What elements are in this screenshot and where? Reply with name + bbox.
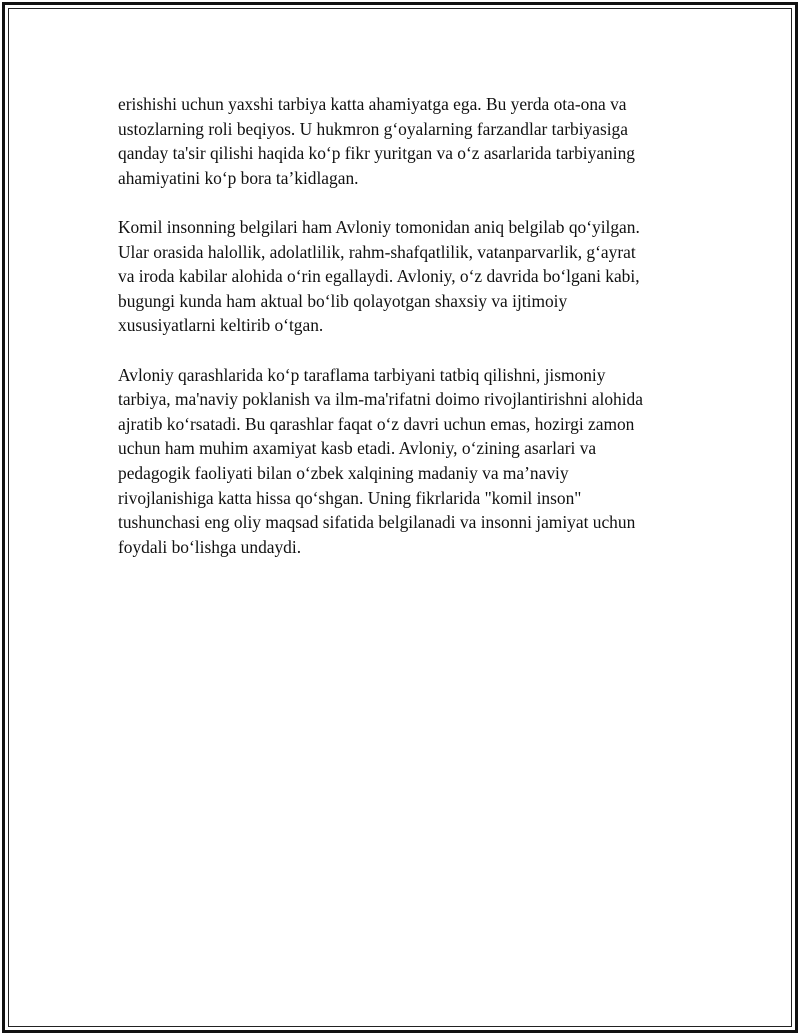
text-line: foydali bo‘lishga undaydi.: [118, 536, 302, 557]
text-line: tarbiya, ma'naviy poklanish va ilm-ma'rifatni doimo rivojlantirishni alohida: [118, 389, 643, 410]
paragraph-3: [118, 363, 688, 560]
text-line: ahamiyatini ko‘p bora ta’kidlagan.: [118, 167, 359, 188]
paragraph-1: [118, 92, 688, 190]
text-line: qanday ta'sir qilishi haqida ko‘p fikr yuritgan va o‘z asarlarida tarbiyaning: [118, 143, 635, 164]
text-line: va iroda kabilar alohida o‘rin egallaydi. Avloniy, o‘z davrida bo‘lgani kabi,: [118, 266, 640, 287]
text-line: pedagogik faoliyati bilan o‘zbek xalqining madaniy va ma’naviy: [118, 462, 569, 483]
text-line: tushunchasi eng oliy maqsad sifatida belgilanadi va insonni jamiyat uchun: [118, 512, 636, 533]
text-line: rivojlanishiga katta hissa qo‘shgan. Uning fikrlarida "komil inson": [118, 487, 582, 508]
paragraph-2: [118, 215, 688, 338]
text-line: Komil insonning belgilari ham Avloniy tomonidan aniq belgilab qo‘yilgan.: [118, 216, 640, 237]
text-line: uchun ham muhim axamiyat kasb etadi. Avloniy, o‘zining asarlari va: [118, 438, 597, 459]
text-line: ajratib ko‘rsatadi. Bu qarashlar faqat o‘z davri uchun emas, hozirgi zamon: [118, 413, 635, 434]
text-line: bugungi kunda ham aktual bo‘lib qolayotgan shaxsiy va ijtimoiy: [118, 290, 568, 311]
document-body: [118, 92, 688, 584]
text-line: Avloniy qarashlarida ko‘p taraflama tarbiyani tatbiq qilishni, jismoniy: [118, 364, 606, 385]
text-line: Ular orasida halollik, adolatlilik, rahm-shafqatlilik, vatanparvarlik, g‘ayrat: [118, 241, 636, 262]
text-line: erishishi uchun yaxshi tarbiya katta ahamiyatga ega. Bu yerda ota-ona va: [118, 94, 627, 114]
text-line: ustozlarning roli beqiyos. U hukmron g‘oyalarning farzandlar tarbiyasiga: [118, 118, 628, 139]
text-line: xususiyatlarni keltirib o‘tgan.: [118, 315, 324, 336]
